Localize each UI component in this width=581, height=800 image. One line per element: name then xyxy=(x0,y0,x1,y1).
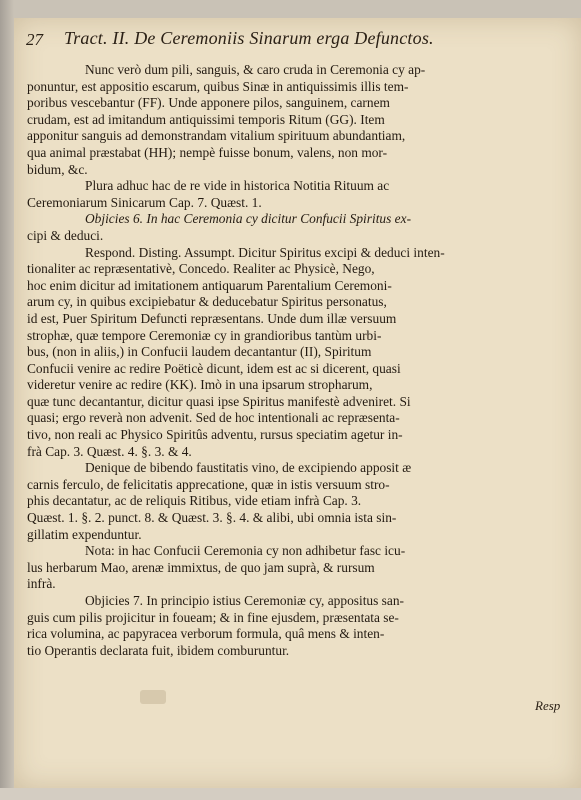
text-line: strophæ, quæ tempore Ceremoniæ cy in grandioribus tantùm urbi- xyxy=(27,327,382,343)
text-line: ponuntur, est appositio escarum, quibus Sinæ in antiquissimis illis tem- xyxy=(27,78,409,94)
text-line: gillatim expenduntur. xyxy=(27,526,142,542)
text-line: arum cy, in quibus excipiebatur & deducebatur Spiritus personatus, xyxy=(27,294,387,310)
text-line: Plura adhuc hac de re vide in historica Notitia Rituum ac xyxy=(85,178,390,194)
text-line: Objicies 6. In hac Ceremonia cy dicitur Confucii Spiritus ex- xyxy=(85,211,412,227)
text-line: hoc enim dicitur ad imitationem antiquarum Parentalium Ceremoni- xyxy=(27,277,392,293)
scan-bottom-edge xyxy=(0,788,581,800)
text-line: id est, Puer Spiritum Defuncti repræsentans. Unde dum illæ versuum xyxy=(27,310,397,326)
text-line: Quæst. 1. §. 2. punct. 8. & Quæst. 3. §. 4. & alibi, ubi omnia ista sin- xyxy=(27,510,397,526)
text-line: Denique de bibendo faustitatis vino, de excipiendo apposit æ xyxy=(85,460,412,476)
text-line: videretur venire ac redire (KK). Imò in una ipsarum stropharum, xyxy=(27,377,373,393)
text-line: crudam, est ad imitandum antiquissimi temporis Ritum (GG). Item xyxy=(27,111,385,127)
page-header xyxy=(26,28,576,52)
text-line: bidum, &c. xyxy=(27,161,88,177)
ink-smudge xyxy=(140,690,166,704)
text-line: tionaliter ac repræsentativè, Concedo. Realiter ac Physicè, Nego, xyxy=(27,261,375,277)
text-line: apponitur sanguis ad demonstrandam vitalium spirituum abundantiam, xyxy=(27,128,406,144)
text-line: Nunc verò dum pili, sanguis, & caro cruda in Ceremonia cy ap- xyxy=(85,62,426,77)
catchword: Resp xyxy=(535,698,561,713)
text-line: Respond. Disting. Assumpt. Dicitur Spiritus excipi & deduci inten- xyxy=(85,244,445,260)
text-line: Objicies 7. In principio istius Ceremoniæ cy, appositus san- xyxy=(85,593,404,608)
text-line: tivo, non reali ac Physico Spiritûs adventu, rursus speciatim agetur in- xyxy=(27,427,403,443)
text-line: infrà. xyxy=(27,576,56,592)
running-title: Tract. II. De Ceremoniis Sinarum erga Defunctos. xyxy=(64,28,434,48)
binding-shadow xyxy=(0,0,14,800)
text-line: quasi; ergo reverà non advenit. Sed de hoc intentionali ac repræsenta- xyxy=(27,410,400,426)
text-line: tio Operantis declarata fuit, ibidem comburuntur. xyxy=(27,642,290,658)
text-line: frà Cap. 3. Quæst. 4. §. 3. & 4. xyxy=(27,443,192,459)
text-line: bus, (non in aliis,) in Confucii laudem decantantur (II), Spiritum xyxy=(27,344,372,360)
page-number: 27 xyxy=(26,30,43,49)
text-line: guis cum pilis projicitur in foueam; & in fine ejusdem, præsentata se- xyxy=(27,609,399,625)
text-line: phis decantatur, ac de reliquis Ritibus, vide etiam infrà Cap. 3. xyxy=(27,493,362,509)
text-line: Ceremoniarum Sinicarum Cap. 7. Quæst. 1. xyxy=(27,194,262,210)
text-line: cipi & deduci. xyxy=(27,227,104,243)
text-line: qua animal præstabat (HH); nempè fuisse bonum, valens, non mor- xyxy=(27,144,388,160)
text-line: poribus vescebantur (FF). Unde apponere pilos, sanguinem, carnem xyxy=(27,95,390,111)
text-line: lus herbarum Mao, arenæ immixtus, de quo jam suprà, & rursum xyxy=(27,559,375,575)
text-line: carnis ferculo, de felicitatis apprecatione, quæ in istis versuum stro- xyxy=(27,476,390,492)
text-line: Confucii venire ac redire Poëticè dicunt, idem est ac si dicerent, quasi xyxy=(27,360,401,376)
text-line: Nota: in hac Confucii Ceremonia cy non adhibetur fasc icu- xyxy=(85,543,406,559)
body-text xyxy=(27,62,572,659)
text-line: rica volumina, ac papyracea verborum formula, quâ mens & inten- xyxy=(27,626,385,642)
text-line: quæ tunc decantantur, dicitur quasi ipse Spiritus manifestè adveniret. Si xyxy=(27,393,411,409)
